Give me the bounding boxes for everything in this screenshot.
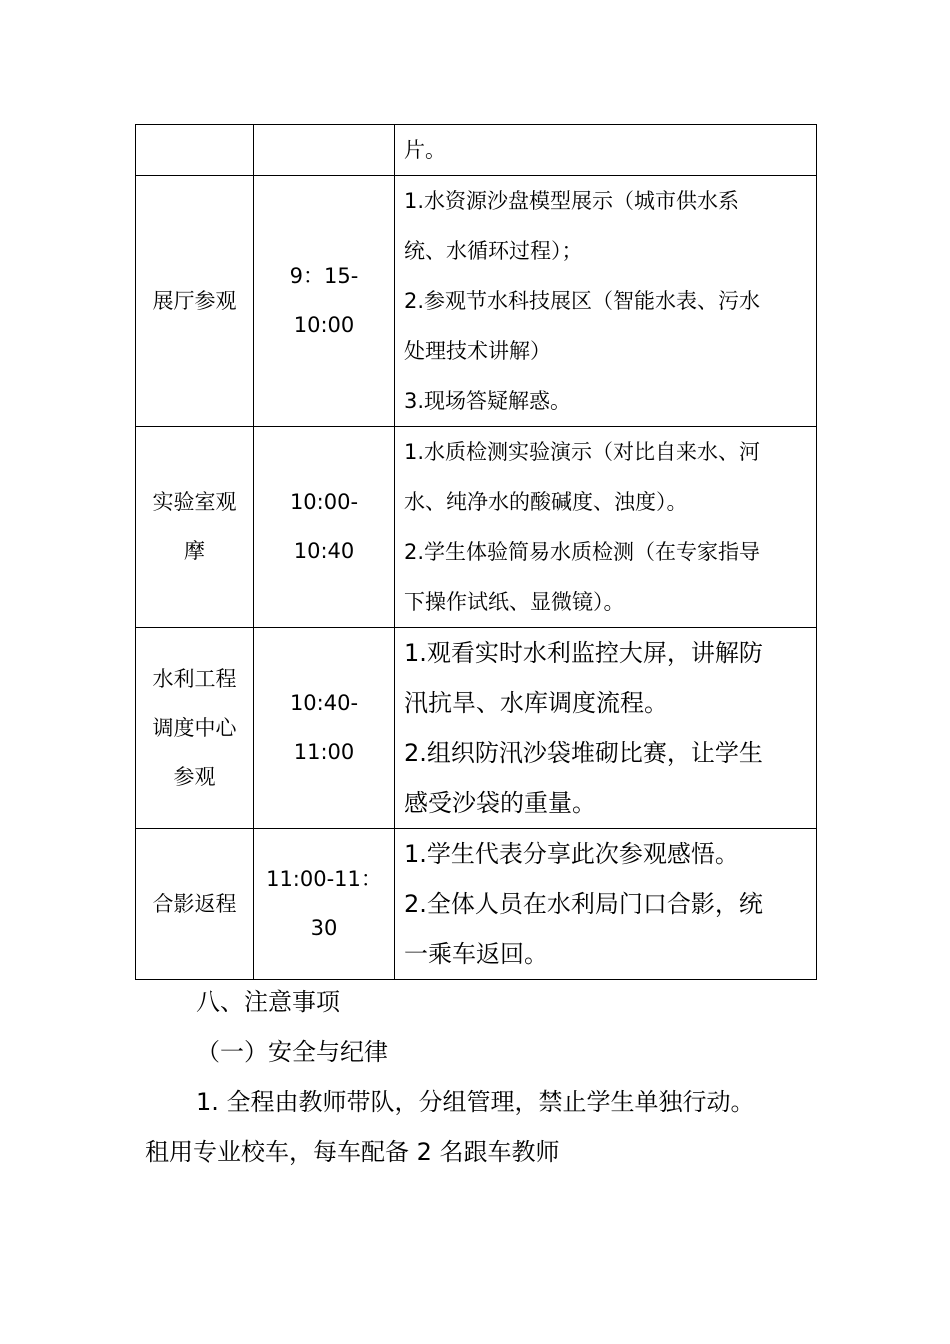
time-text: 10:40 xyxy=(293,539,355,563)
time-cell xyxy=(254,125,395,176)
list-item: 1. 全程由教师带队，分组管理，禁止学生单独行动。 xyxy=(196,1088,755,1116)
activity-text: 调度中心 xyxy=(152,715,237,740)
activity-text: 展厅参观 xyxy=(152,288,237,313)
content-line: 1.观看实时水利监控大屏，讲解防 xyxy=(404,639,763,667)
content-line: 1.水资源沙盘模型展示（城市供水系 xyxy=(404,189,740,213)
activity-cell xyxy=(136,829,254,980)
table-row xyxy=(136,628,817,829)
activity-text: 参观 xyxy=(173,764,216,789)
section-heading: 八、注意事项 xyxy=(196,988,340,1016)
time-cell xyxy=(254,427,395,628)
content-line: 2.全体人员在水利局门口合影，统 xyxy=(404,890,763,918)
content-line: 下操作试纸、显微镜）。 xyxy=(404,590,625,614)
activity-text: 合影返程 xyxy=(152,891,237,916)
content-cell xyxy=(395,427,817,628)
schedule-table xyxy=(135,124,817,980)
content-cell xyxy=(395,628,817,829)
content-line: 水、纯净水的酸碱度、浊度）。 xyxy=(404,490,688,514)
content-line: 1.水质检测实验演示（对比自来水、河 xyxy=(404,440,761,464)
time-text: 10:00- xyxy=(289,490,359,514)
activity-text: 摩 xyxy=(184,539,205,563)
list-item-continuation: 租用专业校车，每车配备 2 名跟车教师 xyxy=(145,1138,560,1166)
table-row xyxy=(136,176,817,427)
time-text: 10:40- xyxy=(289,691,359,715)
content-line: 统、水循环过程）； xyxy=(404,239,583,263)
table-row xyxy=(136,427,817,628)
time-text: 10:00 xyxy=(293,313,355,337)
content-cell xyxy=(395,125,817,176)
table-row xyxy=(136,829,817,980)
content-line: 汛抗旱、水库调度流程。 xyxy=(404,689,668,717)
time-cell xyxy=(254,176,395,427)
content-line: 一乘车返回。 xyxy=(404,940,548,968)
time-text: 11:00-11： xyxy=(266,867,382,891)
content-line: 2.学生体验简易水质检测（在专家指导 xyxy=(404,540,761,564)
content-line: 3.现场答疑解惑。 xyxy=(404,389,572,413)
content-cell xyxy=(395,829,817,980)
content-line: 2.组织防汛沙袋堆砌比赛，让学生 xyxy=(404,739,763,767)
time-text: 30 xyxy=(310,916,338,940)
time-cell xyxy=(254,829,395,980)
activity-cell xyxy=(136,125,254,176)
content-line: 1.学生代表分享此次参观感悟。 xyxy=(404,840,739,868)
content-line: 2.参观节水科技展区（智能水表、污水 xyxy=(404,289,761,313)
content-line: 感受沙袋的重量。 xyxy=(404,789,596,817)
content-cell xyxy=(395,176,817,427)
activity-text: 实验室观 xyxy=(152,490,237,514)
content-line: 处理技术讲解） xyxy=(404,339,551,363)
time-text: 9：15- xyxy=(289,264,359,288)
activity-cell xyxy=(136,427,254,628)
section-subheading: （一）安全与纪律 xyxy=(196,1038,388,1066)
activity-cell xyxy=(136,628,254,829)
activity-cell xyxy=(136,176,254,427)
activity-text: 水利工程 xyxy=(152,666,237,691)
time-text: 11:00 xyxy=(293,740,355,764)
table-row xyxy=(136,125,817,176)
time-cell xyxy=(254,628,395,829)
content-line: 片。 xyxy=(404,138,446,162)
